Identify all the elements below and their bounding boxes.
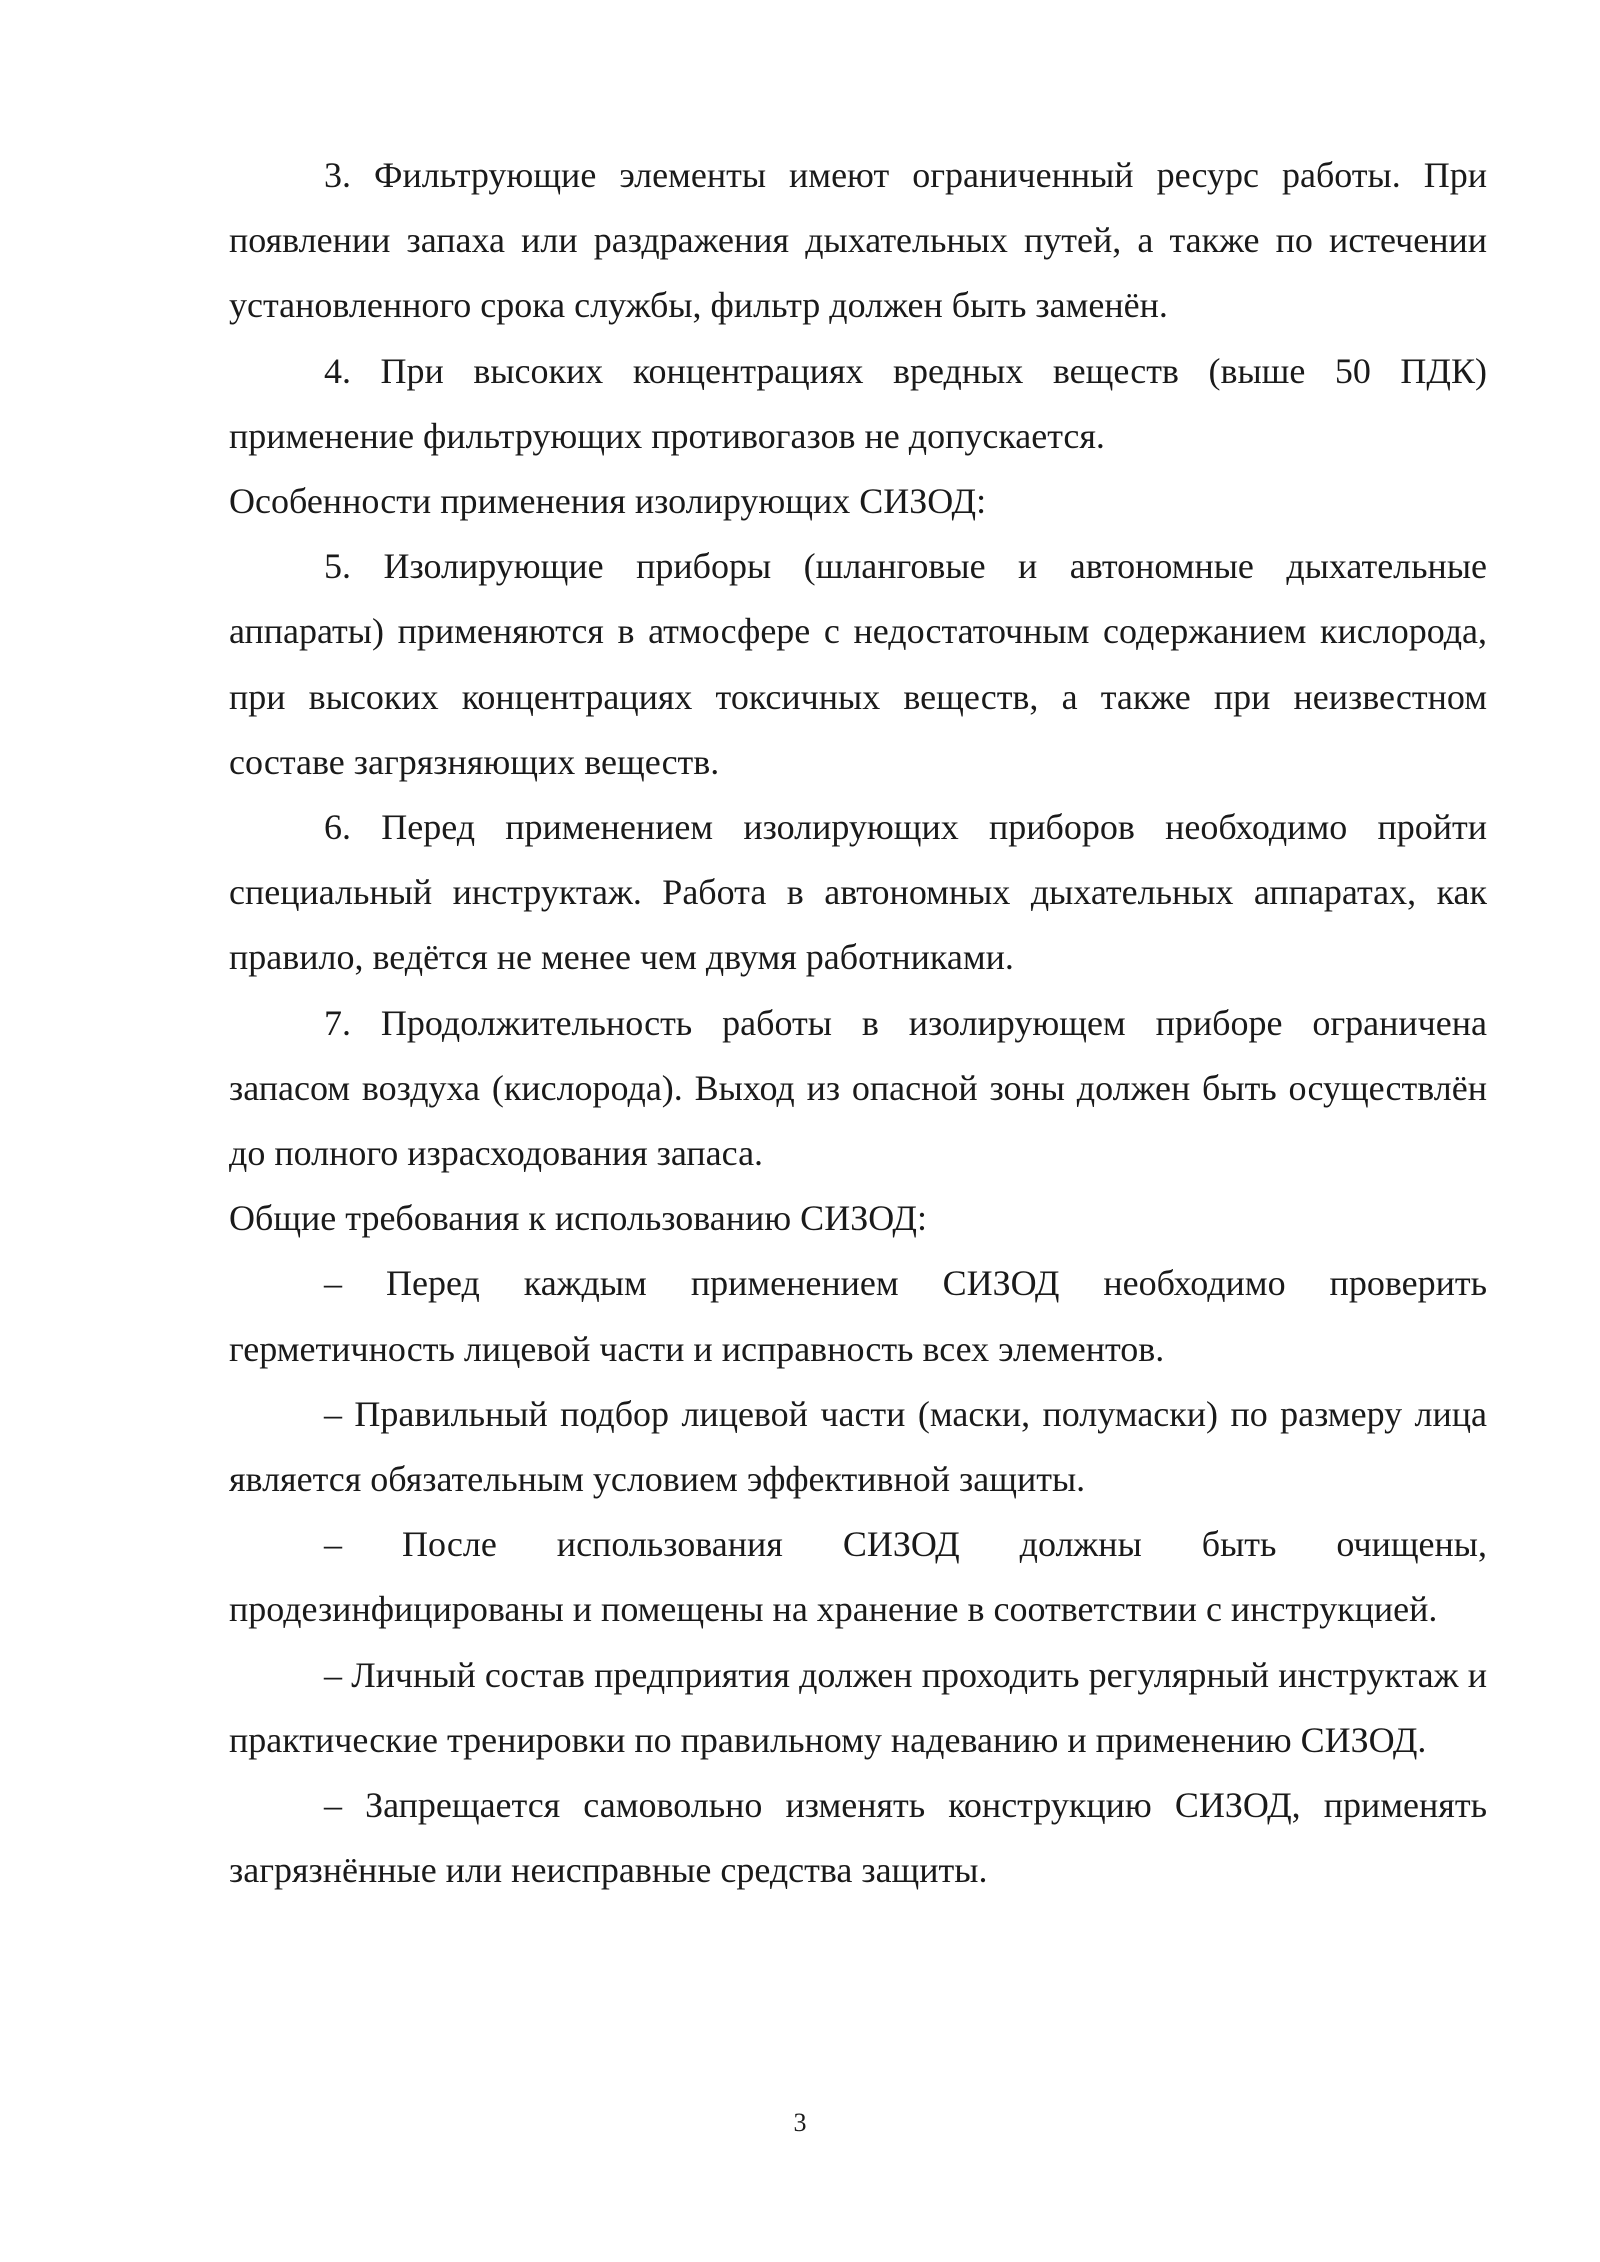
paragraph-item-4: 4. При высоких концентрациях вредных веществ (выше 50 ПДК) применение фильтрующих противогазов не допускается. <box>229 350 1487 456</box>
paragraph-item-6: 6. Перед применением изолирующих приборов необходимо пройти специальный инструктаж. Работа в автономных дыхательных аппаратах, как правило, ведётся не менее чем двумя работниками. <box>229 807 1487 978</box>
paragraph-item-3: 3. Фильтрующие элементы имеют ограниченный ресурс работы. При появлении запаха или раздражения дыхательных путей, а также по истечении установленного срока службы, фильтр должен быть заменён. <box>229 155 1487 326</box>
page-number: 3 <box>793 2108 807 2137</box>
paragraph-item-5: 5. Изолирующие приборы (шланговые и автономные дыхательные аппараты) применяются в атмосфере с недостаточным содержанием кислорода, при высоких концентрациях токсичных веществ, а также при неизвестном составе загрязняющих веществ. <box>229 546 1487 782</box>
section-heading-isolating: Особенности применения изолирующих СИЗОД: <box>229 481 987 522</box>
requirement-cleaning: – После использования СИЗОД должны быть очищены, продезинфицированы и помещены на хранение в соответствии с инструкцией. <box>229 1524 1487 1630</box>
requirement-fit-size: – Правильный подбор лицевой части (маски, полумаски) по размеру лица является обязательным условием эффективной защиты. <box>229 1393 1487 1500</box>
requirement-check-seal: – Перед каждым применением СИЗОД необходимо проверить герметичность лицевой части и исправность всех элементов. <box>229 1263 1487 1369</box>
paragraph-item-7: 7. Продолжительность работы в изолирующем приборе ограничена запасом воздуха (кислорода). Выход из опасной зоны должен быть осуществлён до полного израсходования запаса. <box>229 1002 1487 1174</box>
requirement-training: – Личный состав предприятия должен проходить регулярный инструктаж и практические тренировки по правильному надеванию и применению СИЗОД. <box>229 1654 1487 1760</box>
requirement-prohibition: – Запрещается самовольно изменять конструкцию СИЗОД, применять загрязнённые или неисправные средства защиты. <box>229 1785 1487 1891</box>
section-heading-general: Общие требования к использованию СИЗОД: <box>229 1198 927 1239</box>
body-text <box>229 143 1487 1903</box>
